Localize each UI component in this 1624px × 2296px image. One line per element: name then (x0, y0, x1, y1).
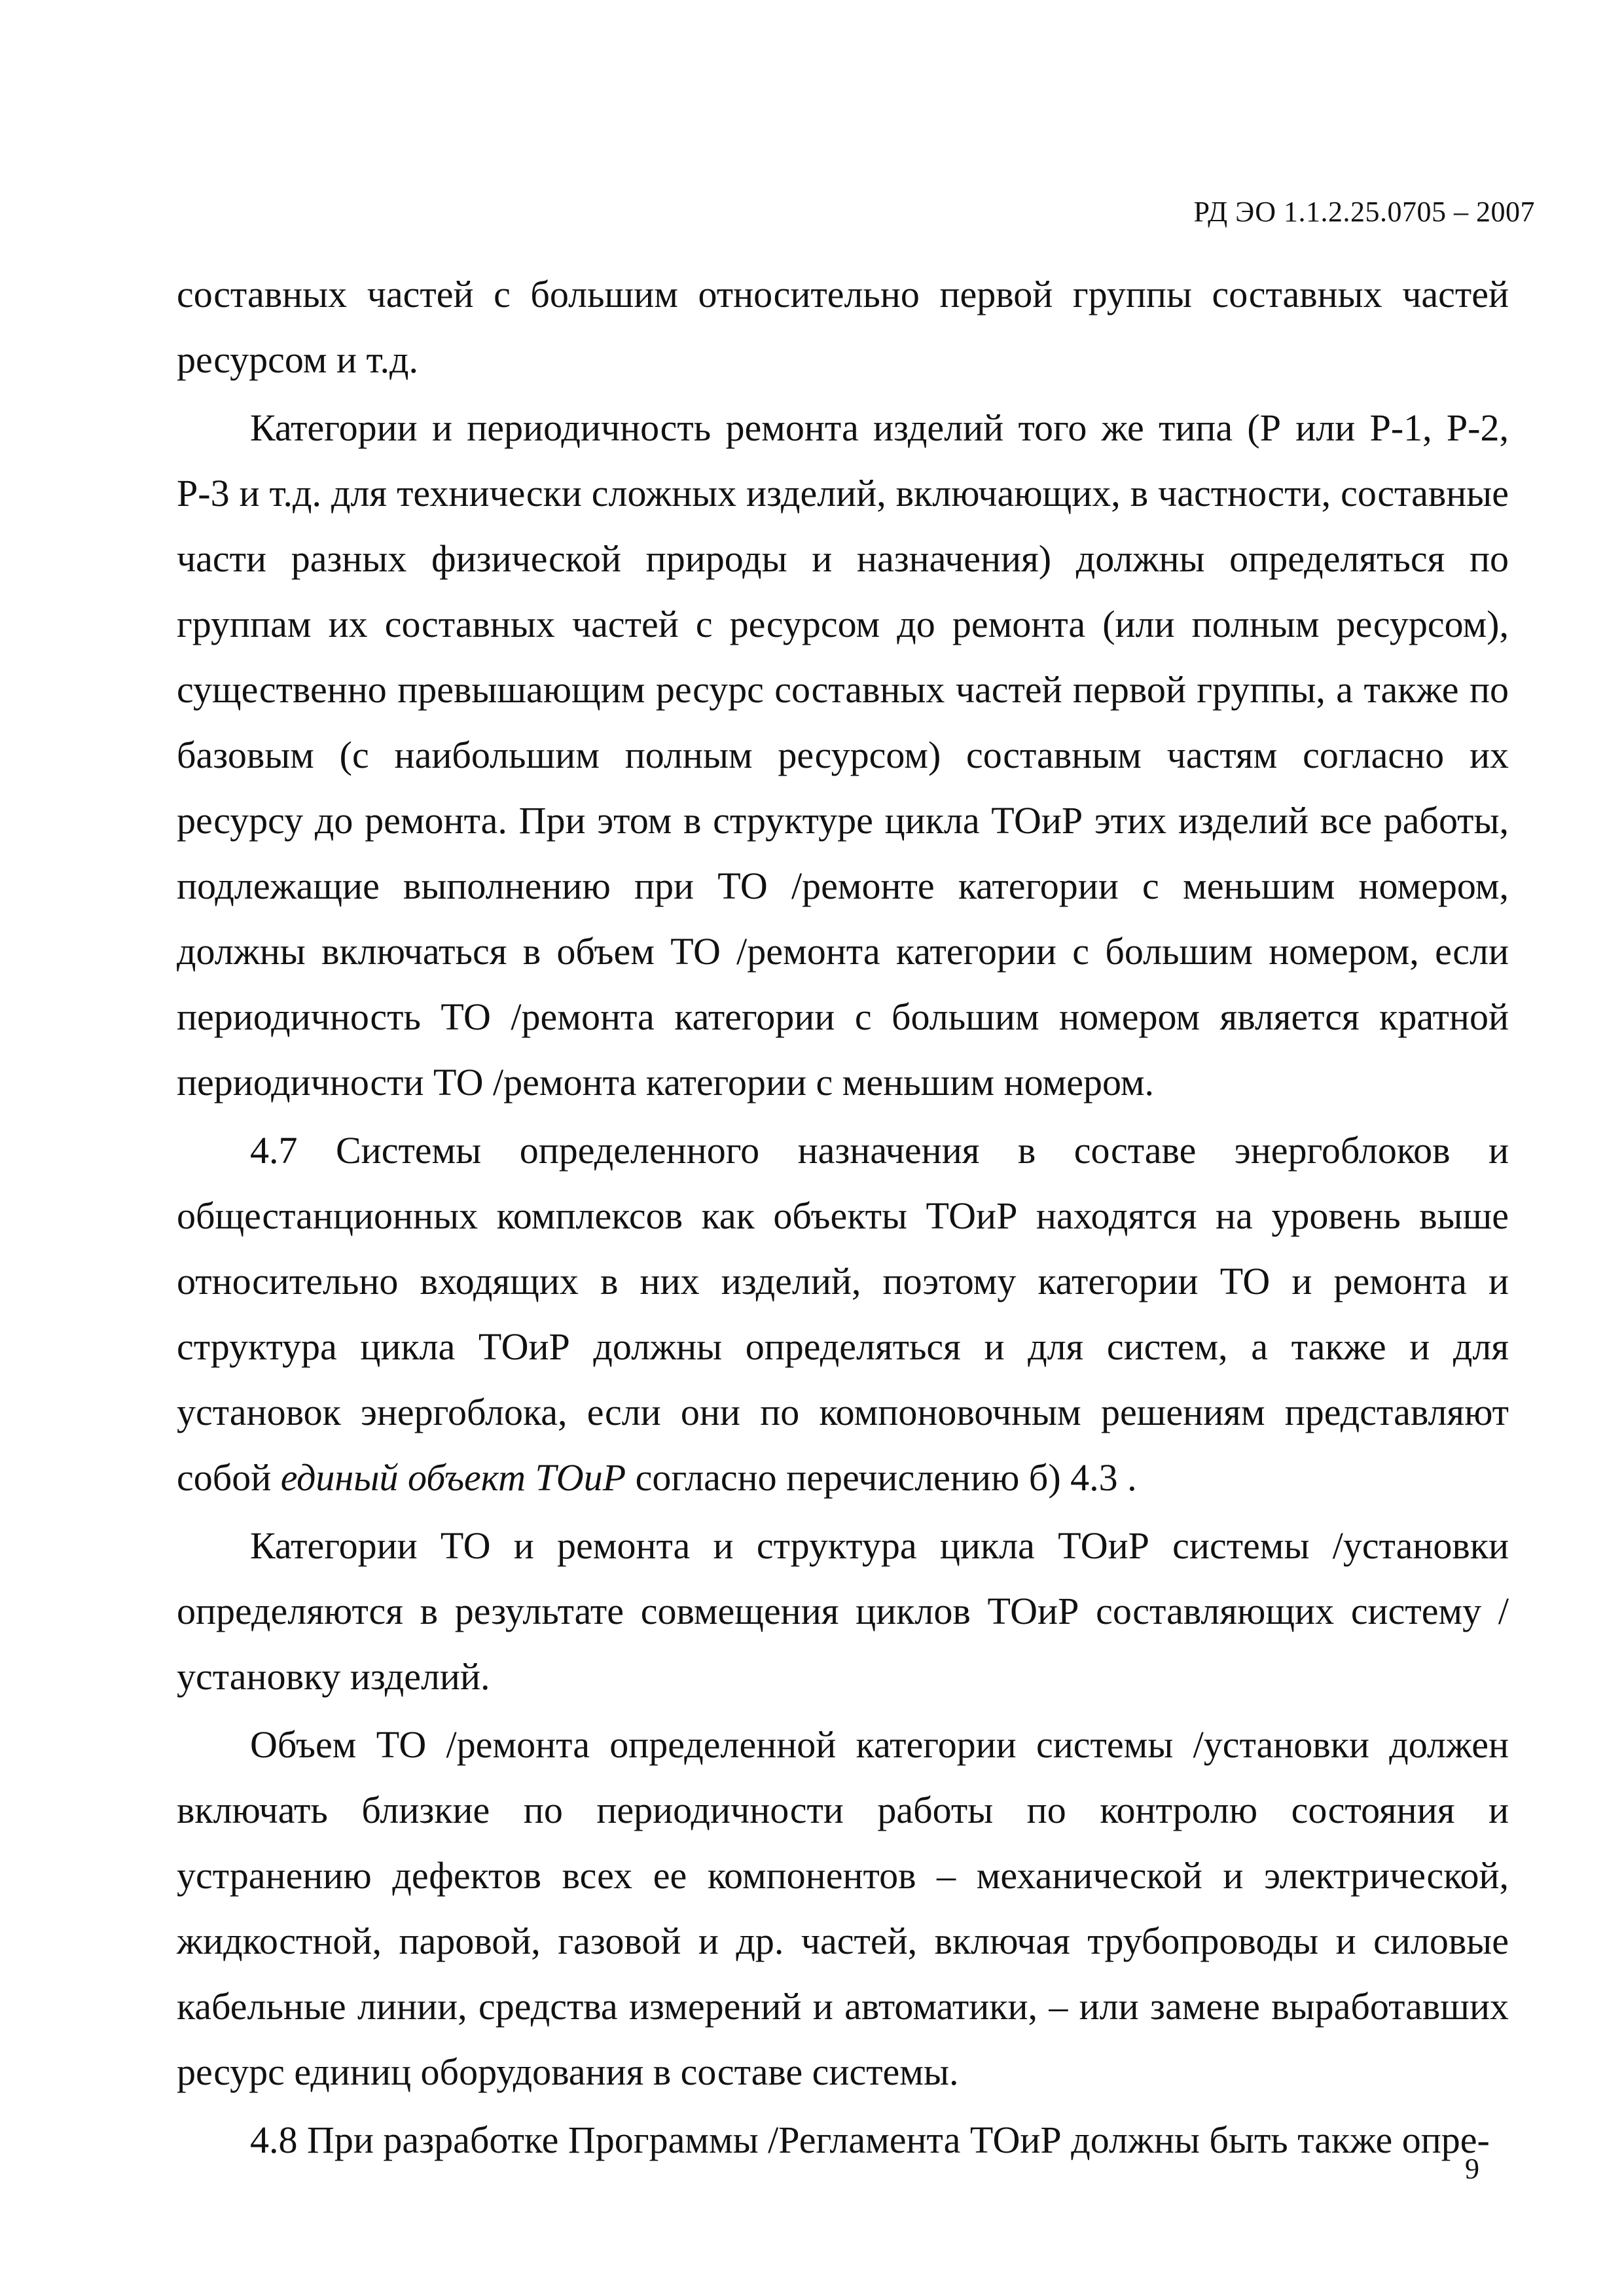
paragraph-continuation: составных частей с большим относительно первой группы составных частей ресурсом и т.д. (177, 273, 1509, 381)
paragraph-section-4-7-text: 4.7 Системы определенного назначения в составе энергоблоков и общестанционных комплексов как объекты ТОиР находятся на уровень выше относительно входящих в них изделий, поэтому категории ТО и ремонта и структура цикла ТОиР должны определяться и для систем, а также и для установок энергоблока, если они по компоновочным решениям представляют собой (177, 1129, 1509, 1499)
document-body (177, 262, 1509, 2176)
paragraph-system-categories: Категории ТО и ремонта и структура цикла ТОиР системы /установки определяются в результате совмещения циклов ТОиР составляющих систему /установку изделий. (177, 1524, 1509, 1698)
document-code-header: РД ЭО 1.1.2.25.0705 – 2007 (1193, 196, 1535, 228)
paragraph-scope: Объем ТО /ремонта определенной категории системы /установки должен включать близкие по периодичности работы по контролю состояния и устранению дефектов всех ее компонентов – механической и электрической, жидкостной, паровой, газовой и др. частей, включая трубопроводы и силовые кабельные линии, средства измерений и автоматики, – или замене выработавших ресурс единиц оборудования в составе системы. (177, 1723, 1509, 2093)
paragraph-section-4-7-italic: единый объект ТОиР (280, 1456, 626, 1499)
paragraph-section-4-7-tail: согласно перечислению б) 4.3 . (626, 1456, 1137, 1499)
paragraph-repair-categories: Категории и периодичность ремонта изделий того же типа (Р или Р-1, Р-2, Р-3 и т.д. для технически сложных изделий, включающих, в частности, составные части разных физической природы и назначения) должны определяться по группам их составных частей с ресурсом до ремонта (или полным ресурсом), существенно превышающим ресурс составных частей первой группы, а также по базовым (с наибольшим полным ресурсом) составным частям согласно их ресурсу до ремонта. При этом в структуре цикла ТОиР этих изделий все работы, подлежащие выполнению при ТО /ремонте категории с меньшим номером, должны включаться в объем ТО /ремонта категории с большим номером, если периодичность ТО /ремонта категории с большим номером является кратной периодичности ТО /ремонта категории с меньшим номером. (177, 406, 1509, 1103)
page-number: 9 (1465, 2153, 1479, 2185)
paragraph-section-4-8: 4.8 При разработке Программы /Регламента ТОиР должны быть также опре- (250, 2119, 1490, 2161)
paragraph-section-4-7 (177, 1118, 1509, 1511)
